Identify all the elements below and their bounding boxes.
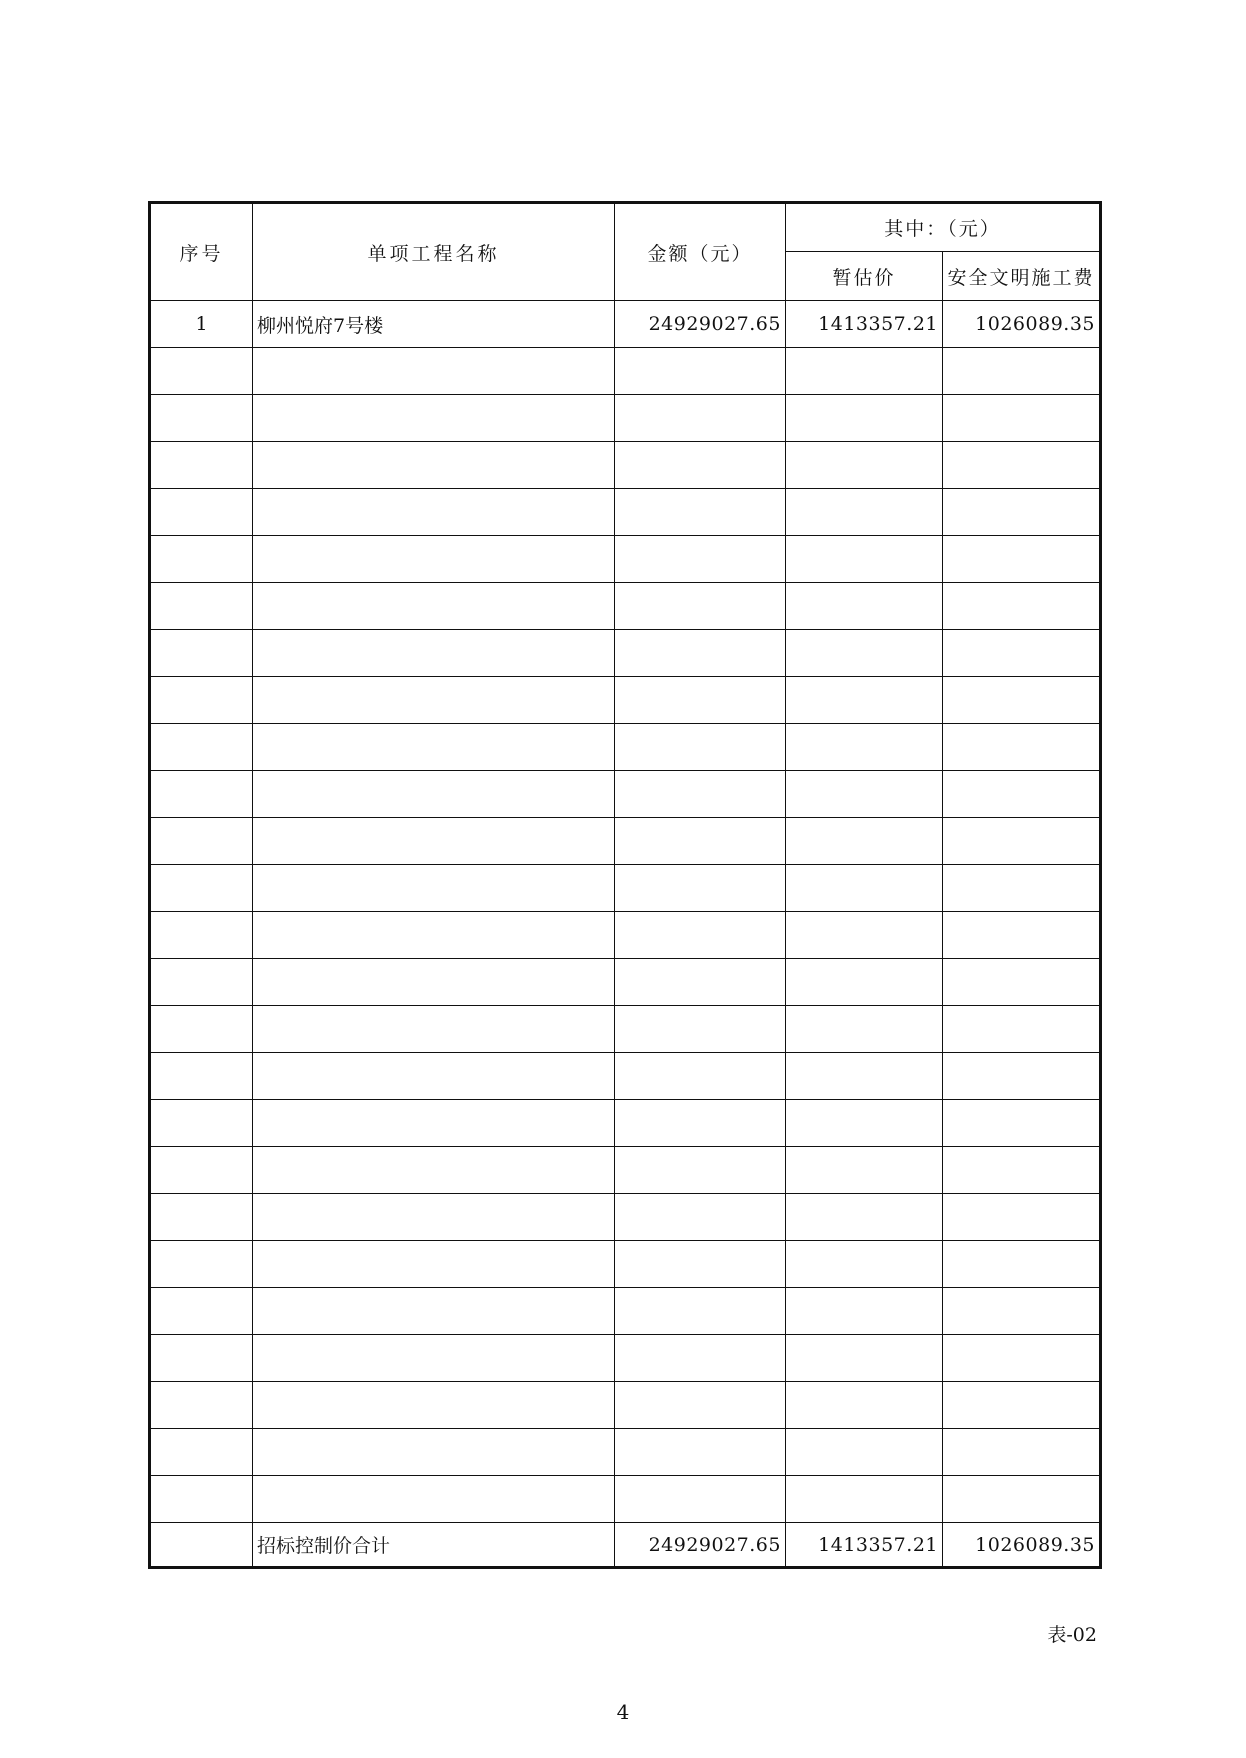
empty-table-row: [150, 1100, 1101, 1147]
cell-project-name: [253, 1006, 615, 1053]
empty-table-row: [150, 1241, 1101, 1288]
cell-safety-civilization-fee: [943, 1382, 1101, 1429]
cell-amount: [615, 1194, 786, 1241]
cell-amount: [615, 959, 786, 1006]
cell-safety-civilization-fee: [943, 536, 1101, 583]
cell-seq: [150, 818, 253, 865]
cell-provisional-price: [786, 348, 943, 395]
cell-safety-civilization-fee: [943, 1194, 1101, 1241]
cell-safety-civilization-fee: [943, 489, 1101, 536]
header-amount: 金额（元）: [615, 203, 786, 301]
cell-provisional-price: [786, 1382, 943, 1429]
cell-seq: [150, 536, 253, 583]
total-row: [150, 1523, 1101, 1568]
cell-project-name: [253, 865, 615, 912]
cell-amount: [615, 1147, 786, 1194]
empty-table-row: [150, 1147, 1101, 1194]
cell-project-name: [253, 1241, 615, 1288]
cell-provisional-price: [786, 536, 943, 583]
cell-project-name: 柳州悦府7号楼: [253, 301, 615, 348]
cell-seq: [150, 1288, 253, 1335]
cell-project-name: [253, 912, 615, 959]
cell-provisional-price: [786, 959, 943, 1006]
cell-provisional-price: [786, 1429, 943, 1476]
cell-amount: [615, 677, 786, 724]
empty-table-row: [150, 818, 1101, 865]
empty-table-row: [150, 489, 1101, 536]
cell-safety-civilization-fee: [943, 1100, 1101, 1147]
cell-project-name: [253, 1382, 615, 1429]
cell-safety-civilization-fee: [943, 1429, 1101, 1476]
total-provisional-price: 1413357.21: [786, 1523, 943, 1568]
cell-amount: [615, 395, 786, 442]
cell-project-name: [253, 1429, 615, 1476]
cell-safety-civilization-fee: 1026089.35: [943, 301, 1101, 348]
cell-safety-civilization-fee: [943, 818, 1101, 865]
cell-amount: [615, 724, 786, 771]
cell-provisional-price: [786, 818, 943, 865]
cell-project-name: [253, 818, 615, 865]
empty-table-row: [150, 771, 1101, 818]
cell-amount: [615, 1053, 786, 1100]
cell-project-name: [253, 442, 615, 489]
cell-seq: [150, 724, 253, 771]
cell-safety-civilization-fee: [943, 1476, 1101, 1523]
cell-amount: [615, 1288, 786, 1335]
cell-seq: [150, 912, 253, 959]
cell-project-name: [253, 348, 615, 395]
empty-table-row: [150, 1382, 1101, 1429]
table-body: [150, 301, 1101, 1523]
cell-provisional-price: 1413357.21: [786, 301, 943, 348]
cell-seq: [150, 1382, 253, 1429]
cell-project-name: [253, 771, 615, 818]
empty-table-row: [150, 1429, 1101, 1476]
empty-table-row: [150, 348, 1101, 395]
cell-safety-civilization-fee: [943, 771, 1101, 818]
cell-amount: [615, 442, 786, 489]
cell-amount: [615, 489, 786, 536]
cell-safety-civilization-fee: [943, 1147, 1101, 1194]
empty-table-row: [150, 536, 1101, 583]
cell-safety-civilization-fee: [943, 1288, 1101, 1335]
cell-safety-civilization-fee: [943, 865, 1101, 912]
cell-amount: 24929027.65: [615, 301, 786, 348]
cell-seq: [150, 395, 253, 442]
empty-table-row: [150, 724, 1101, 771]
cell-safety-civilization-fee: [943, 1053, 1101, 1100]
cell-amount: [615, 583, 786, 630]
cell-safety-civilization-fee: [943, 912, 1101, 959]
cell-project-name: [253, 630, 615, 677]
cell-provisional-price: [786, 865, 943, 912]
form-code: 表-02: [1047, 1624, 1097, 1646]
cell-safety-civilization-fee: [943, 677, 1101, 724]
table-row: [150, 301, 1101, 348]
cell-seq: [150, 1335, 253, 1382]
cell-provisional-price: [786, 1147, 943, 1194]
bid-control-price-summary-table: [148, 201, 1102, 1569]
cell-safety-civilization-fee: [943, 442, 1101, 489]
empty-table-row: [150, 583, 1101, 630]
cell-project-name: [253, 1288, 615, 1335]
empty-table-row: [150, 1476, 1101, 1523]
cell-provisional-price: [786, 677, 943, 724]
header-seq: 序号: [150, 203, 253, 301]
cell-provisional-price: [786, 583, 943, 630]
cell-seq: [150, 1147, 253, 1194]
empty-table-row: [150, 395, 1101, 442]
cell-seq: [150, 1194, 253, 1241]
total-safety-civilization-fee: 1026089.35: [943, 1523, 1101, 1568]
cell-project-name: [253, 489, 615, 536]
cell-provisional-price: [786, 1006, 943, 1053]
cell-provisional-price: [786, 912, 943, 959]
cell-amount: [615, 1241, 786, 1288]
cell-provisional-price: [786, 1335, 943, 1382]
cell-provisional-price: [786, 1241, 943, 1288]
empty-table-row: [150, 1053, 1101, 1100]
header-safety-civilization-fee: 安全文明施工费: [943, 252, 1101, 301]
total-amount: 24929027.65: [615, 1523, 786, 1568]
cell-project-name: [253, 724, 615, 771]
cell-amount: [615, 1382, 786, 1429]
cell-seq: [150, 1429, 253, 1476]
cell-safety-civilization-fee: [943, 348, 1101, 395]
cell-safety-civilization-fee: [943, 1241, 1101, 1288]
cell-project-name: [253, 1335, 615, 1382]
cell-provisional-price: [786, 724, 943, 771]
cell-safety-civilization-fee: [943, 1006, 1101, 1053]
cell-project-name: [253, 1194, 615, 1241]
empty-table-row: [150, 865, 1101, 912]
cell-provisional-price: [786, 442, 943, 489]
empty-table-row: [150, 1194, 1101, 1241]
cell-project-name: [253, 1147, 615, 1194]
cell-provisional-price: [786, 395, 943, 442]
cell-amount: [615, 1335, 786, 1382]
empty-table-row: [150, 1288, 1101, 1335]
cell-project-name: [253, 1100, 615, 1147]
cell-seq: [150, 630, 253, 677]
empty-table-row: [150, 442, 1101, 489]
total-seq-cell: [150, 1523, 253, 1568]
cell-amount: [615, 912, 786, 959]
cell-amount: [615, 771, 786, 818]
empty-table-row: [150, 1335, 1101, 1382]
cell-seq: [150, 1053, 253, 1100]
cell-seq: [150, 348, 253, 395]
cell-seq: [150, 771, 253, 818]
cell-seq: [150, 1100, 253, 1147]
empty-table-row: [150, 630, 1101, 677]
header-of-which: 其中：（元）: [786, 203, 1101, 252]
cell-provisional-price: [786, 1194, 943, 1241]
cell-project-name: [253, 1476, 615, 1523]
cell-project-name: [253, 583, 615, 630]
cell-amount: [615, 348, 786, 395]
cell-safety-civilization-fee: [943, 583, 1101, 630]
cell-amount: [615, 1429, 786, 1476]
header-provisional-price: 暂估价: [786, 252, 943, 301]
cell-provisional-price: [786, 1476, 943, 1523]
cell-provisional-price: [786, 771, 943, 818]
header-project-name: 单项工程名称: [253, 203, 615, 301]
empty-table-row: [150, 677, 1101, 724]
cell-provisional-price: [786, 489, 943, 536]
cell-amount: [615, 1006, 786, 1053]
page-number: 4: [616, 1700, 630, 1724]
cell-project-name: [253, 395, 615, 442]
empty-table-row: [150, 959, 1101, 1006]
cell-amount: [615, 865, 786, 912]
cell-safety-civilization-fee: [943, 395, 1101, 442]
cell-safety-civilization-fee: [943, 959, 1101, 1006]
total-label: 招标控制价合计: [253, 1523, 615, 1568]
cell-seq: [150, 1476, 253, 1523]
cell-project-name: [253, 677, 615, 724]
cell-amount: [615, 630, 786, 677]
cell-provisional-price: [786, 1053, 943, 1100]
table-header: [150, 203, 1101, 301]
cell-seq: [150, 442, 253, 489]
empty-table-row: [150, 1006, 1101, 1053]
cell-safety-civilization-fee: [943, 724, 1101, 771]
cell-safety-civilization-fee: [943, 630, 1101, 677]
cell-seq: [150, 959, 253, 1006]
cell-seq: [150, 583, 253, 630]
cell-seq: 1: [150, 301, 253, 348]
cell-seq: [150, 489, 253, 536]
cell-safety-civilization-fee: [943, 1335, 1101, 1382]
cell-seq: [150, 677, 253, 724]
cell-project-name: [253, 536, 615, 583]
cell-seq: [150, 1006, 253, 1053]
cell-provisional-price: [786, 1288, 943, 1335]
cell-amount: [615, 818, 786, 865]
cell-amount: [615, 1476, 786, 1523]
cell-amount: [615, 1100, 786, 1147]
cell-project-name: [253, 1053, 615, 1100]
cell-seq: [150, 865, 253, 912]
cell-provisional-price: [786, 630, 943, 677]
cell-project-name: [253, 959, 615, 1006]
empty-table-row: [150, 912, 1101, 959]
cell-provisional-price: [786, 1100, 943, 1147]
cell-amount: [615, 536, 786, 583]
cell-seq: [150, 1241, 253, 1288]
